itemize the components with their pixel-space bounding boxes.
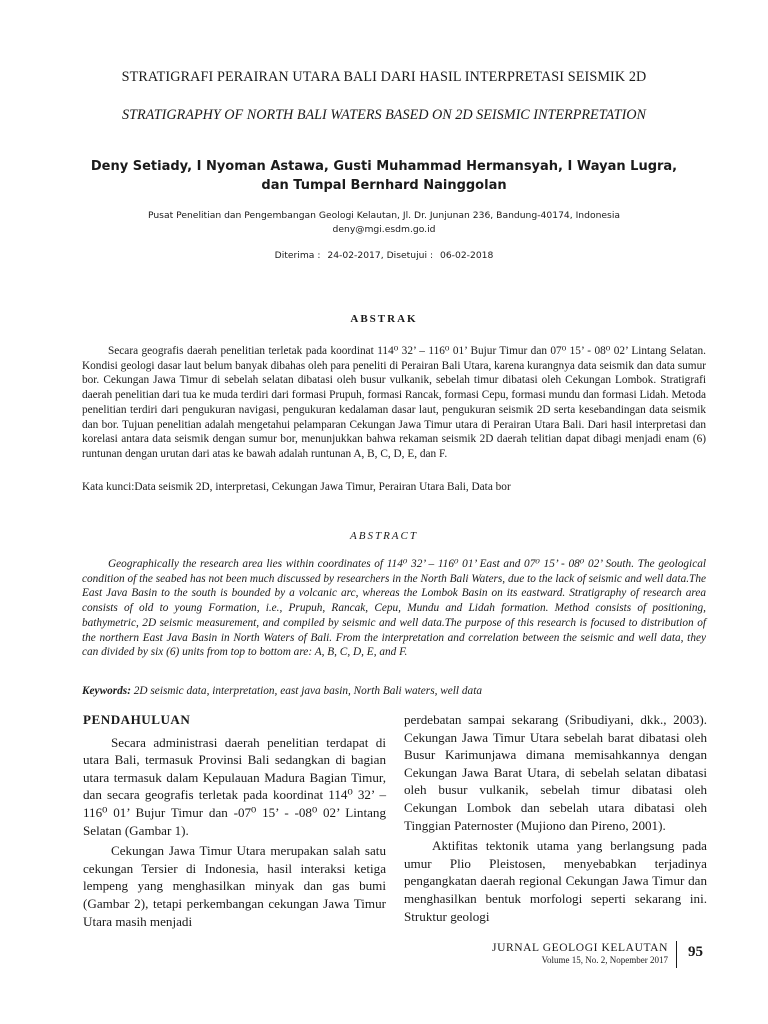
running-footer (440, 942, 668, 965)
abstrak-body (82, 344, 706, 462)
left-paragraph-1: Secara administrasi daerah penelitian terdapat di utara Bali, termasuk Provinsi Bali sedangkan di bagian utara termasuk dalam Kepulauan Madura Bagian Timur, dan secara geografis terletak pada koordinat 114⁰ 32’ – 116⁰ 01’ Bujur Timur dan -07⁰ 15’ - -08⁰ 02’ Lintang Selatan (Gambar 1). (83, 734, 386, 838)
abstract-heading: ABSTRACT (350, 530, 418, 542)
journal-name: JURNAL GEOLOGI KELAUTAN (492, 942, 668, 954)
right-column (404, 711, 707, 928)
title-english: STRATIGRAPHY OF NORTH BALI WATERS BASED ON 2D SEISMIC INTERPRETATION (121, 107, 647, 123)
footer-divider (676, 941, 677, 968)
page-number: 95 (688, 944, 703, 960)
abstract-body (82, 557, 706, 660)
abstrak-paragraph: Secara geografis daerah penelitian terletak pada koordinat 114⁰ 32’ – 116⁰ 01’ Bujur Timur dan 07⁰ 15’ - 08⁰ 02’ Lintang Selatan. Kondisi geologi dasar laut belum banyak dibahas oleh para peneliti di Perairan Bali Utara, karena kurangnya data seismik dan data sumur bor. Cekungan Jawa Timur di sebelah selatan dibatasi oleh busur vulkanik, sebelah timur dibatasi oleh Cekungan Lombok. Stratigrafi daerah penelitian dari tua ke muda terdiri dari formasi Prupuh, formasi Rancak, formasi Cepu, formasi mundu dan formasi Lidah. Metoda penelitian terdiri dari pengukuran navigasi, pengukuran kedalaman dasar laut, pengukuran seismik 2D serta kesebandingan data seismik dan bor. Tujuan penelitian adalah mengetahui pelamparan Cekungan Jawa Timur utara di Perairan Utara Bali. Dari hasil interpretasi dan korelasi antara data seismik dengan sumur bor, menunjukkan bahwa rekaman seismik 2D daerah telitian dapat dibagi menjadi enam (6) runtunan dengan urutan dari atas ke bawah adalah runtunan A, B, C, D, E, dan F. (82, 345, 706, 460)
affiliation-address: Pusat Penelitian dan Pengembangan Geologi Kelautan, Jl. Dr. Junjunan 236, Bandung-40174, Indonesia (147, 210, 621, 221)
author-email: deny@mgi.esdm.go.id (332, 223, 436, 235)
abstrak-heading: ABSTRAK (350, 313, 418, 325)
keywords-line (82, 685, 706, 697)
received-date: 24-02-2017, (327, 250, 384, 261)
journal-volume: Volume 15, No. 2, Nopember 2017 (541, 955, 668, 965)
keywords-text: 2D seismic data, interpretation, east java basin, North Bali waters, well data (130, 685, 482, 697)
left-column (83, 711, 386, 933)
kata-kunci: Kata kunci:Data seismik 2D, interpretasi, Cekungan Jawa Timur, Perairan Utara Bali, Data bor (82, 481, 511, 493)
author-list: Deny Setiady, I Nyoman Astawa, Gusti Muhammad Hermansyah, I Wayan Lugra, dan Tumpal Bernhard Nainggolan (90, 159, 678, 193)
keywords-label: Keywords: (82, 685, 131, 697)
abstract-paragraph: Geographically the research area lies within coordinates of 114⁰ 32’ – 116⁰ 01’ East and 07⁰ 15’ - 08⁰ 02’ South. The geological condition of the seabed has not been much discussed by researchers in the North Bali Waters, due to the lack of seismic and well data.The East Java Basin to the south is bounded by a volcanic arc, whereas the Lombok Basin on its eastward. Stratigraphy of research area consists of old to young Formation, i.e., Prupuh, Rancak, Cepu, Mundu and Lidah formation. Method consists of positioning, bathymetric, 2D seismic measurement, and compiled by seismic and well data.The purpose of this research is focused to distribution of the northern East Java Basin in North Waters of Bali. From the interpretation and correlation between the seismic and well data, they can divided by six (6) units from top to bottom are: A, B, C, D, E, and F. (82, 558, 706, 659)
right-paragraph-2: Aktifitas tektonik utama yang berlangsung pada umur Plio Pleistosen, menyebabkan terjadinya pengangkatan daerah regional Cekungan Jawa Timur dan menghasilkan bentuk morfologi seperti sekarang ini. Struktur geologi (404, 838, 707, 924)
section-heading-pendahuluan: PENDAHULUAN (83, 712, 191, 727)
left-paragraph-2: Cekungan Jawa Timur Utara merupakan salah satu cekungan Tersier di Indonesia, hasil interaksi ketiga lempeng yang menghasilkan minyak dan gas bumi (Gambar 2), tetapi perkembangan cekungan Jawa Timur Utara masih menjadi (83, 843, 386, 929)
approved-label: Disetujui : (386, 250, 434, 261)
received-label: Diterima : (274, 250, 321, 261)
submission-dates (80, 250, 688, 261)
approved-date: 06-02-2018 (439, 250, 494, 261)
affiliation (80, 209, 688, 236)
title-indonesian: STRATIGRAFI PERAIRAN UTARA BALI DARI HASIL INTERPRETASI SEISMIK 2D (121, 69, 647, 85)
right-paragraph-1: perdebatan sampai sekarang (Sribudiyani, dkk., 2003). Cekungan Jawa Timur Utara sebelah barat dibatasi oleh Busur Karimunjawa dimana memisahkannya dengan Cekungan Jawa Barat Utara, di sebelah selatan dibatasi oleh busur vulkanik, sebelah timur dibatasi oleh Cekungan Lombok dan sebelah utara dibatasi oleh Tinggian Paternoster (Mujiono dan Pireno, 2001). (404, 712, 707, 833)
